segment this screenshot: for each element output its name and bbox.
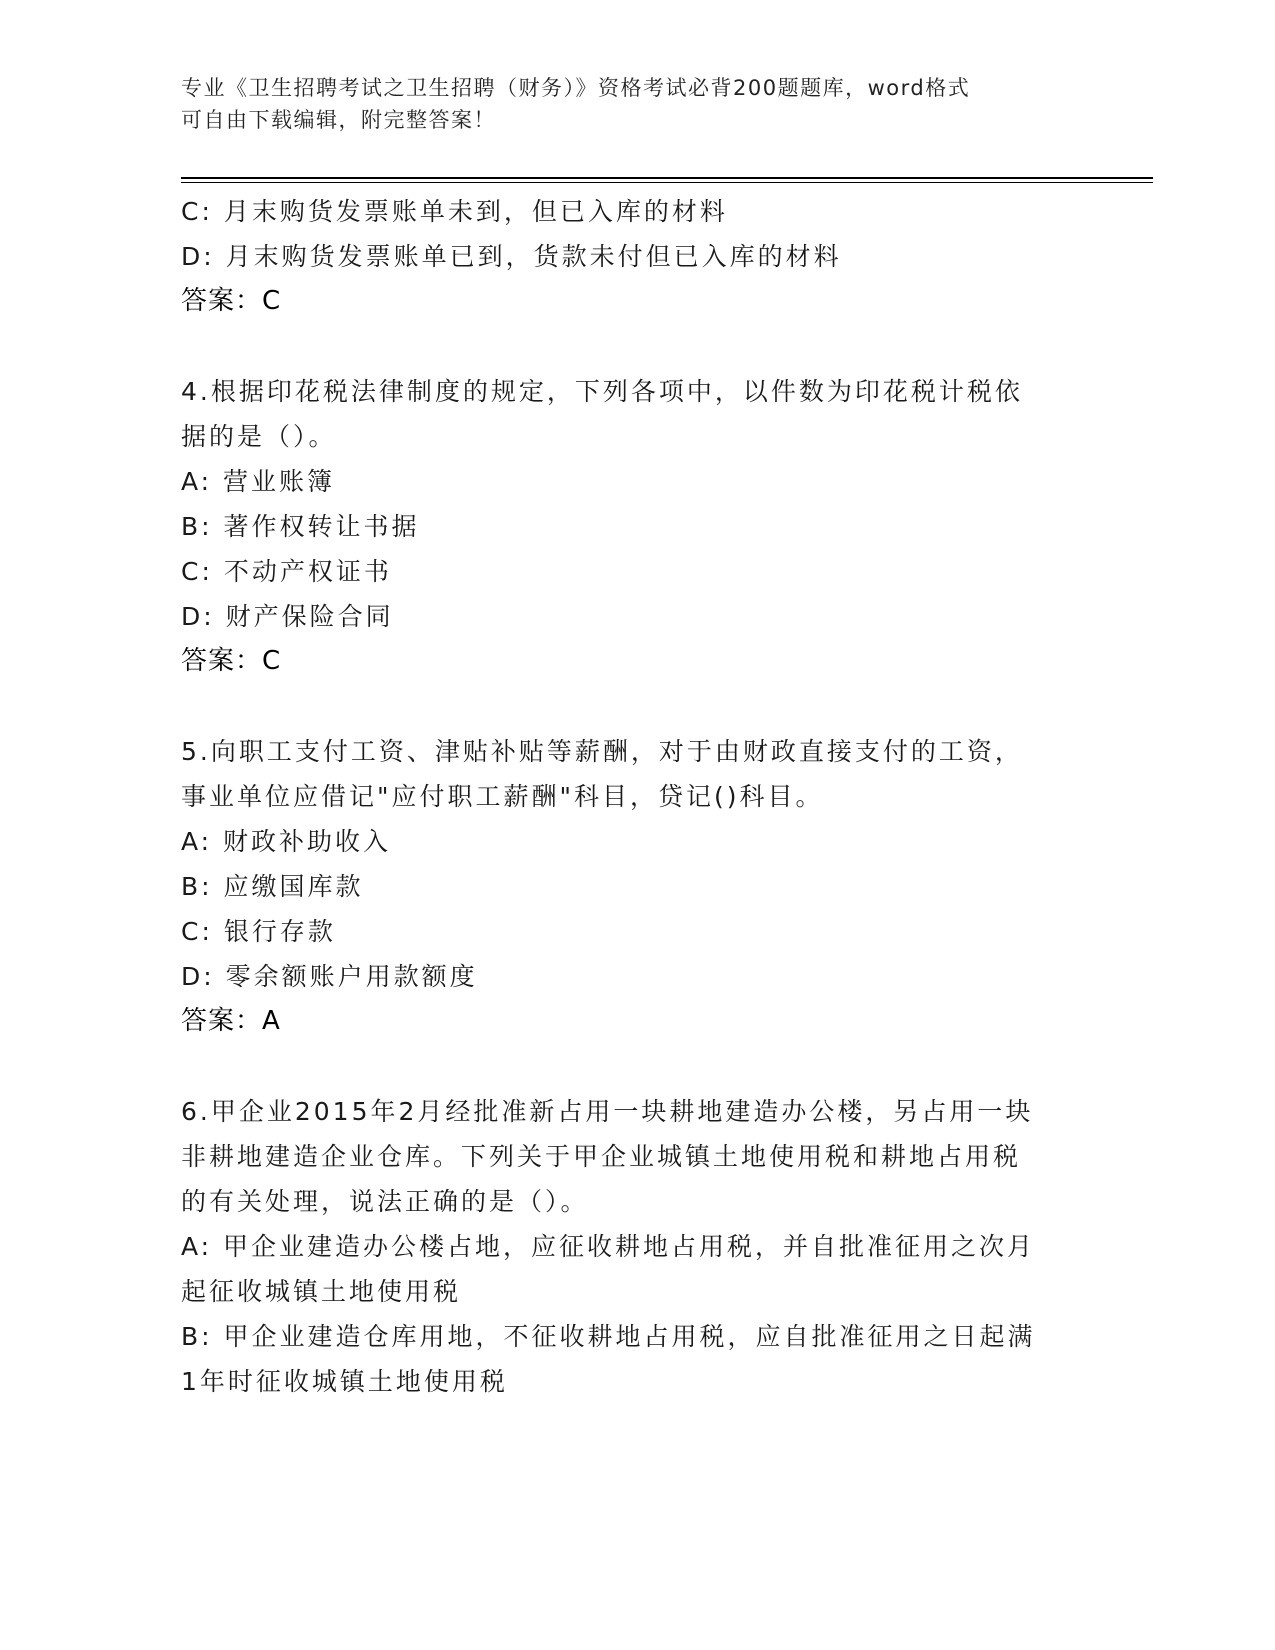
question-3-tail [181, 189, 1081, 324]
question-stem: 6.甲企业2015年2月经批准新占用一块耕地建造办公楼，另占用一块 [181, 1097, 1034, 1126]
option-d: D: 月末购货发票账单已到，货款未付但已入库的材料 [181, 242, 842, 271]
option-a: A: 甲企业建造办公楼占地，应征收耕地占用税，并自批准征用之次月 [181, 1232, 1036, 1261]
question-stem: 据的是（）。 [181, 422, 337, 451]
option-c: C: 月末购货发票账单未到，但已入库的材料 [181, 197, 728, 226]
option-c: C: 银行存款 [181, 917, 336, 946]
option-a: A: 营业账簿 [181, 467, 336, 496]
option-a: A: 财政补助收入 [181, 827, 392, 856]
answer: 答案：A [181, 1006, 281, 1036]
option-b: B: 应缴国库款 [181, 872, 364, 901]
answer: 答案：C [181, 286, 282, 316]
question-stem: 4.根据印花税法律制度的规定，下列各项中，以件数为印花税计税依 [181, 377, 1023, 406]
question-4 [181, 369, 1081, 684]
option-b: B: 甲企业建造仓库用地，不征收耕地占用税，应自批准征用之日起满 [181, 1322, 1036, 1351]
question-content [181, 189, 1081, 1404]
header-line-1: 专业《卫生招聘考试之卫生招聘（财务）》资格考试必背200题题库，word格式 [181, 76, 971, 100]
option-d: D: 财产保险合同 [181, 602, 394, 631]
option-a-continued: 起征收城镇土地使用税 [181, 1277, 462, 1306]
question-stem: 5.向职工支付工资、津贴补贴等薪酬，对于由财政直接支付的工资， [181, 737, 1023, 766]
option-b-continued: 1年时征收城镇土地使用税 [181, 1367, 508, 1396]
document-header [181, 72, 1061, 136]
question-5 [181, 729, 1081, 1044]
option-d: D: 零余额账户用款额度 [181, 962, 478, 991]
answer: 答案：C [181, 646, 282, 676]
question-stem: 的有关处理，说法正确的是（）。 [181, 1187, 589, 1216]
option-c: C: 不动产权证书 [181, 557, 392, 586]
option-b: B: 著作权转让书据 [181, 512, 420, 541]
question-stem: 非耕地建造企业仓库。下列关于甲企业城镇土地使用税和耕地占用税 [181, 1142, 1022, 1171]
header-divider-thin [181, 182, 1153, 183]
header-line-2: 可自由下载编辑，附完整答案！ [181, 108, 496, 132]
question-stem: 事业单位应借记"应付职工薪酬"科目，贷记()科目。 [181, 782, 824, 811]
header-divider-thick [181, 177, 1153, 179]
question-6 [181, 1089, 1081, 1404]
